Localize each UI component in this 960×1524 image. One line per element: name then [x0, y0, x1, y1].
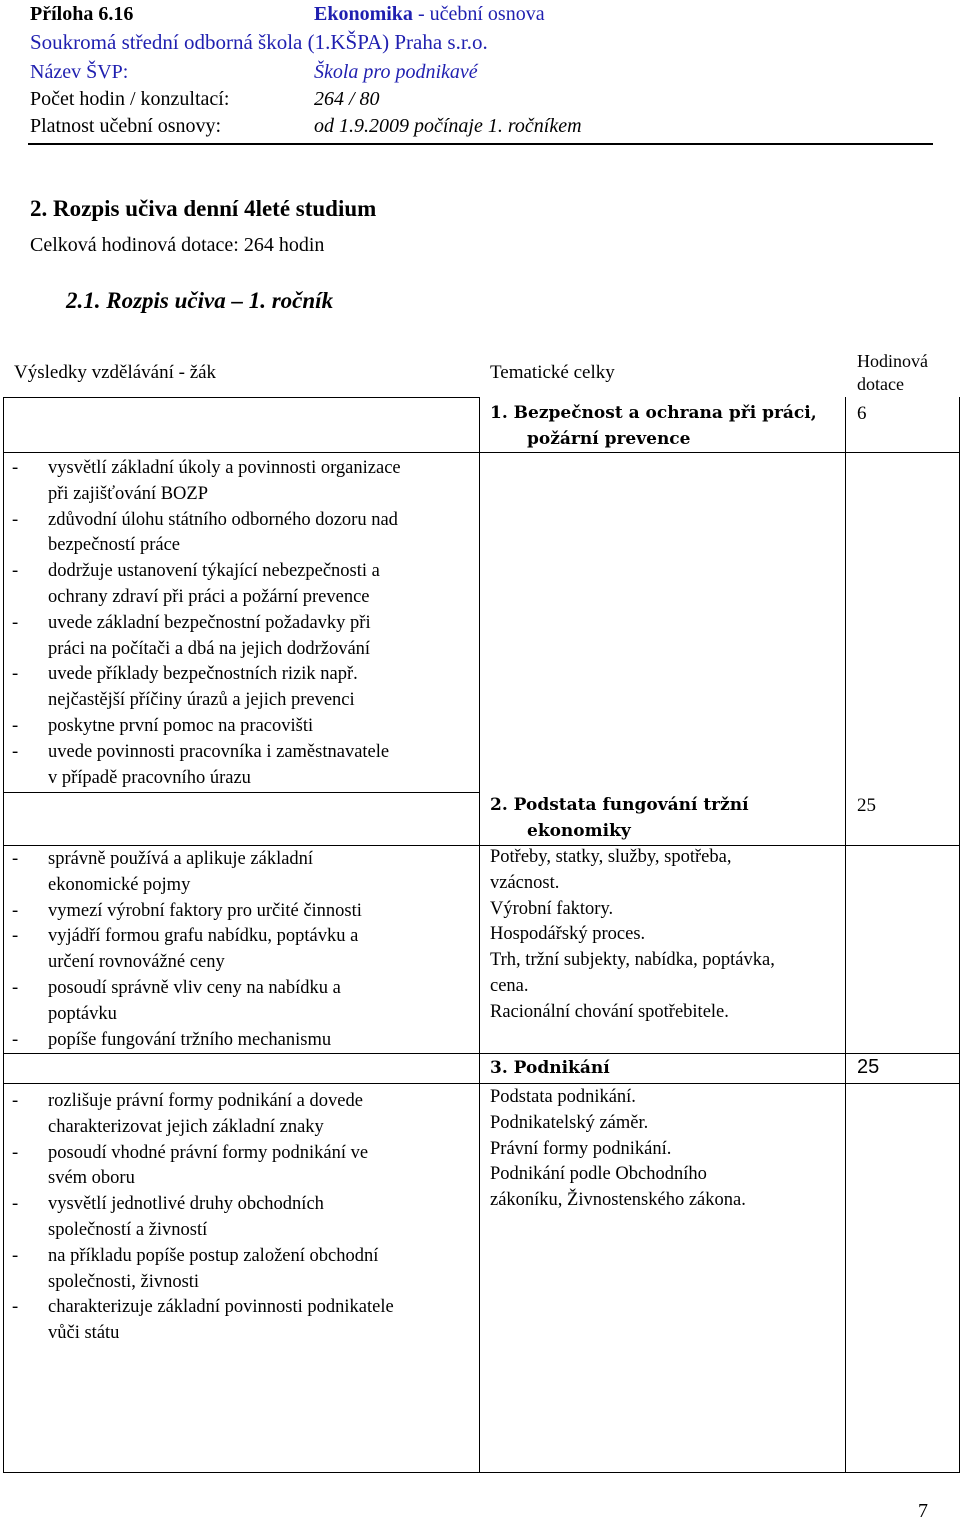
col-divider-1 — [479, 397, 480, 1473]
theme-1-title-line2: požární prevence — [527, 428, 691, 449]
theme-1-title — [490, 401, 817, 453]
outcome-item: - vysvětlí jednotlivé druhy obchodních společností a živností — [12, 1194, 324, 1240]
topic-line: Právní formy podnikání. — [490, 1138, 672, 1159]
topic-line: Racionální chování spotřebitele. — [490, 1001, 729, 1022]
topic-line: cena. — [490, 975, 529, 996]
topic-line: Podnikatelský záměr. — [490, 1112, 649, 1133]
outcome-item: - poskytne první pomoc na pracovišti — [12, 715, 314, 736]
outcome-item: - posoudí správně vliv ceny na nabídku a poptávku — [12, 977, 341, 1024]
topic-line: Podstata podnikání. — [490, 1087, 636, 1107]
validity-value: od 1.9.2009 počínaje 1. ročníkem — [314, 115, 582, 137]
total-hours: Celková hodinová dotace: 264 hodin — [30, 234, 325, 256]
outcome-item: - správně používá a aplikuje základní ekonomické pojmy — [12, 849, 314, 895]
theme-3-hours: 25 — [857, 1056, 880, 1078]
school-name: Soukromá střední odborná škola (1.KŠPA) Praha s.r.o. — [30, 30, 488, 54]
topic-line: zákoníku, Živnostenského zákona. — [490, 1190, 746, 1211]
topic-line: Hospodářský proces. — [490, 924, 646, 945]
theme-3-topics — [490, 1085, 746, 1214]
outcome-item: - uvede základní bezpečnostní požadavky při práci na počítači a dbá na jejich dodržování — [12, 612, 371, 659]
theme-2-title-line2: ekonomiky — [527, 820, 631, 841]
outcome-item: - rozlišuje právní formy podnikání a dovede charakterizovat jejich základní znaky — [12, 1091, 363, 1137]
outcome-item: - charakterizuje základní povinnosti podnikatele vůči státu — [12, 1297, 394, 1344]
topic-line: Podnikání podle Obchodního — [490, 1164, 707, 1185]
row-divider-2a — [3, 845, 959, 846]
outcome-item: - dodržuje ustanovení týkající nebezpečnosti a ochrany zdraví při práci a požární prevence — [12, 561, 380, 607]
theme-2-topics — [490, 845, 775, 1026]
col-head-hours-2: dotace — [857, 374, 904, 394]
outcome-item: - popíše fungování tržního mechanismu — [12, 1029, 332, 1050]
theme-3-outcomes — [3, 1089, 394, 1347]
validity-label: Platnost učební osnovy: — [30, 115, 222, 137]
col-head-topics: Tematické celky — [490, 362, 615, 383]
outcome-item: - vyjádří formou grafu nabídku, poptávku a určení rovnovážné ceny — [12, 926, 359, 973]
topic-line: Potřeby, statky, služby, spotřeba, — [490, 847, 732, 867]
subsection-title: 2.1. Rozpis učiva – 1. ročník — [66, 288, 334, 313]
outcome-item: - vysvětlí základní úkoly a povinnosti organizace při zajišťování BOZP — [12, 458, 401, 504]
theme-1-title-line1: 1. Bezpečnost a ochrana při práci, — [490, 403, 817, 423]
theme-3-title — [490, 1056, 610, 1082]
col-head-outcomes: Výsledky vzdělávání - žák — [14, 362, 217, 383]
svp-value: Škola pro podnikavé — [314, 61, 478, 83]
theme-2-outcomes — [3, 847, 362, 1053]
theme-2-hours: 25 — [857, 795, 876, 816]
row-divider-3a — [3, 1083, 959, 1084]
outcome-item: - uvede příklady bezpečnostních rizik např. nejčastější příčiny úrazů a jejich prevenci — [12, 664, 358, 711]
theme-1-hours: 6 — [857, 403, 867, 424]
hours-label: Počet hodin / konzultací: — [30, 88, 230, 110]
theme-2-title — [490, 793, 749, 845]
topic-line: Výrobní faktory. — [490, 898, 614, 919]
hours-value: 264 / 80 — [314, 88, 380, 110]
theme-1-outcomes — [3, 456, 401, 791]
outcome-item: - vymezí výrobní faktory pro určité činnosti — [12, 900, 362, 921]
theme-3-title-line1: 3. Podnikání — [490, 1058, 610, 1078]
svp-label: Název ŠVP: — [30, 61, 129, 83]
row-top-border-1 — [3, 397, 480, 398]
section-title: 2. Rozpis učiva denní 4leté studium — [30, 196, 377, 221]
col-divider-2 — [845, 397, 846, 1473]
theme-2-title-line1: 2. Podstata fungování tržní — [490, 795, 749, 815]
attachment-label: Příloha 6.16 — [30, 3, 134, 25]
header-rule — [28, 143, 933, 145]
row-divider-1b — [3, 792, 480, 793]
topic-line: vzácnost. — [490, 872, 560, 893]
outcome-item: - uvede povinnosti pracovníka i zaměstnavatele v případě pracovního úrazu — [12, 741, 390, 788]
outcome-item: - zdůvodní úlohu státního odborného dozoru nad bezpečností práce — [12, 509, 398, 556]
page-number: 7 — [918, 1500, 928, 1522]
subject-title: Ekonomika - učební osnova — [314, 3, 545, 25]
outcome-item: - na příkladu popíše postup založení obchodní společnosti, živnosti — [12, 1245, 379, 1292]
topic-line: Trh, tržní subjekty, nabídka, poptávka, — [490, 950, 775, 971]
outcome-item: - posoudí vhodné právní formy podnikání ve svém oboru — [12, 1142, 369, 1189]
col-head-hours-1: Hodinová — [857, 351, 928, 371]
